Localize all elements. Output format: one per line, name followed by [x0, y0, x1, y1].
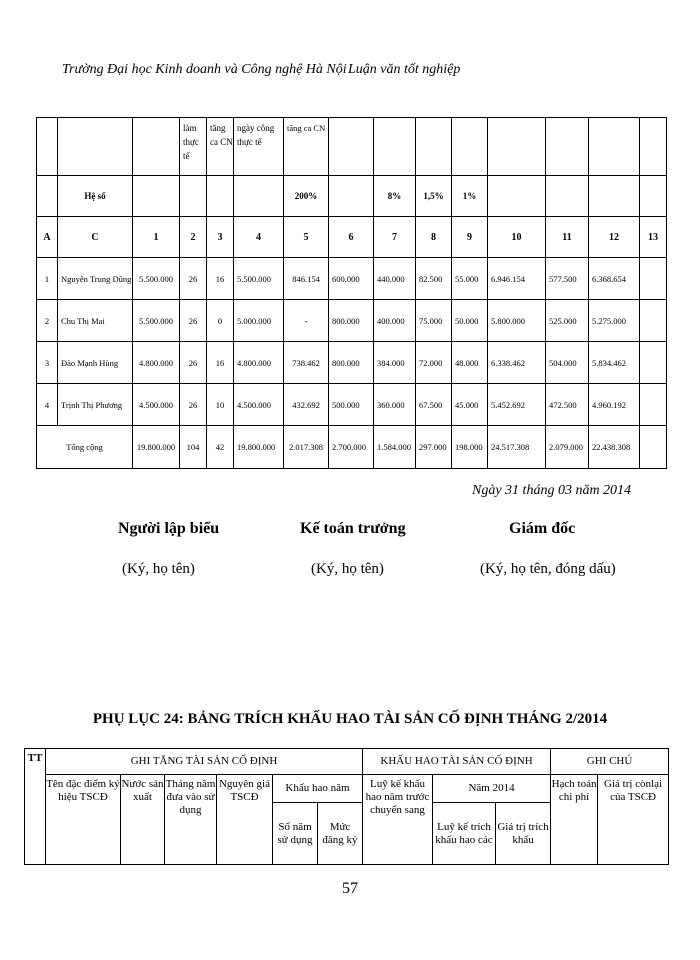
coefficient-cell: [589, 176, 640, 217]
coefficient-cell: [488, 176, 546, 217]
column-number-cell: 2: [180, 217, 207, 258]
table-cell: 45.000: [452, 384, 488, 426]
table-cell: 5.834.462: [589, 342, 640, 384]
table-cell: 472.500: [546, 384, 589, 426]
column-number-cell: 4: [234, 217, 284, 258]
column-label: [546, 118, 589, 176]
table-cell: 3: [37, 342, 58, 384]
document-header-school: Trường Đại học Kinh doanh và Công nghệ Hà Nội: [62, 62, 347, 77]
total-cell: [640, 426, 667, 469]
appendix-title: PHỤ LỤC 24: BẢNG TRÍCH KHẤU HAO TÀI SẢN CỐ ĐỊNH THÁNG 2/2014: [92, 711, 608, 727]
table-cell: 16: [207, 258, 234, 300]
table-cell: 4.960.192: [589, 384, 640, 426]
table-cell: 50.000: [452, 300, 488, 342]
col-accumulated-previous: Luỹ kế khấu hao năm trước chuyển sang: [363, 775, 433, 865]
column-label: [58, 118, 133, 176]
coefficient-cell: 8%: [374, 176, 416, 217]
table-cell: 67.500: [416, 384, 452, 426]
table-cell: 500.000: [329, 384, 374, 426]
column-label: [329, 118, 374, 176]
depreciation-table: [24, 748, 669, 865]
table-cell: 600.000: [329, 258, 374, 300]
table-row: [37, 300, 667, 342]
signature-chief-accountant-note: (Ký, họ tên): [311, 561, 384, 577]
table-cell: 4: [37, 384, 58, 426]
page-number: 57: [342, 880, 358, 897]
column-label: [416, 118, 452, 176]
column-label: ngày công thực tế: [234, 118, 284, 176]
table-cell: 5.500.000: [133, 300, 180, 342]
coefficient-cell: [37, 176, 58, 217]
table-cell: 440.000: [374, 258, 416, 300]
column-number-cell: C: [58, 217, 133, 258]
col-asset-name: Tên đặc điểm ký hiệu TSCĐ: [46, 775, 121, 865]
employee-name: Trịnh Thị Phương: [58, 384, 133, 426]
table-cell: 432.692: [284, 384, 329, 426]
col-original-cost: Nguyên giá TSCĐ: [217, 775, 273, 865]
table-cell: 400.000: [374, 300, 416, 342]
column-number-cell: 13: [640, 217, 667, 258]
table-cell: 48.000: [452, 342, 488, 384]
table-cell: 0: [207, 300, 234, 342]
total-cell: 2.700.000: [329, 426, 374, 469]
table-cell: 525.000: [546, 300, 589, 342]
table-cell: 6.368.654: [589, 258, 640, 300]
column-label: làm thực tế: [180, 118, 207, 176]
employee-name: Nguyễn Trung Dũng: [58, 258, 133, 300]
table-cell: 5.500.000: [234, 258, 284, 300]
col-annual-depreciation: Khấu hao năm: [273, 775, 363, 803]
col-country: Nước sản xuất: [121, 775, 165, 865]
employee-name: Đào Mạnh Hùng: [58, 342, 133, 384]
table-cell: 26: [180, 258, 207, 300]
table-cell: 4.500.000: [133, 384, 180, 426]
group-increase-header: GHI TĂNG TÀI SẢN CỐ ĐỊNH: [46, 749, 363, 775]
column-label: [488, 118, 546, 176]
table-cell: 577.500: [546, 258, 589, 300]
table-cell: 5.800.000: [488, 300, 546, 342]
coefficient-cell: 1,5%: [416, 176, 452, 217]
payroll-body: [37, 258, 667, 426]
column-number-cell: 8: [416, 217, 452, 258]
table-row: [37, 342, 667, 384]
table-cell: 4.800.000: [133, 342, 180, 384]
column-number-cell: 6: [329, 217, 374, 258]
table-cell: 5.500.000: [133, 258, 180, 300]
column-label: tăng ca CN: [284, 118, 329, 176]
col-registered-rate: Mức đăng ký: [318, 803, 363, 865]
payroll-column-number-row: [37, 217, 667, 258]
table-cell: 16: [207, 342, 234, 384]
date-line: Ngày 31 tháng 03 năm 2014: [472, 483, 632, 498]
group-depreciation-header: KHẤU HAO TÀI SẢN CỐ ĐỊNH: [363, 749, 551, 775]
column-number-cell: 1: [133, 217, 180, 258]
payroll-label-row: [37, 118, 667, 176]
coefficient-cell: [234, 176, 284, 217]
column-number-cell: 10: [488, 217, 546, 258]
column-label: tăng ca CN: [207, 118, 234, 176]
table-cell: 4.800.000: [234, 342, 284, 384]
column-number-cell: A: [37, 217, 58, 258]
table-cell: 26: [180, 300, 207, 342]
table-cell: 6.946.154: [488, 258, 546, 300]
coefficient-cell: [640, 176, 667, 217]
total-cell: 24.517.308: [488, 426, 546, 469]
col-years-of-use: Số năm sử dụng: [273, 803, 318, 865]
signature-chief-accountant-title: Kế toán trưởng: [300, 520, 406, 537]
tt-header: TT: [25, 749, 46, 865]
coefficient-cell: Hệ số: [58, 176, 133, 217]
total-cell: 19.800.000: [133, 426, 180, 469]
col-year-2014: Năm 2014: [433, 775, 551, 803]
total-cell: 2.079.000: [546, 426, 589, 469]
coefficient-cell: [329, 176, 374, 217]
table-cell: 10: [207, 384, 234, 426]
payroll-table: [36, 117, 667, 469]
column-number-cell: 3: [207, 217, 234, 258]
table-cell: 55.000: [452, 258, 488, 300]
table-cell: 26: [180, 342, 207, 384]
column-number-cell: 12: [589, 217, 640, 258]
coefficient-cell: 1%: [452, 176, 488, 217]
column-number-cell: 11: [546, 217, 589, 258]
column-number-cell: 5: [284, 217, 329, 258]
coefficient-cell: 200%: [284, 176, 329, 217]
table-cell: 75.000: [416, 300, 452, 342]
table-cell: 5.452.692: [488, 384, 546, 426]
col-month-in-use: Tháng năm đưa vào sử dụng: [165, 775, 217, 865]
col-depreciation-value: Giá trị trích khấu: [496, 803, 551, 865]
signature-preparer-note: (Ký, họ tên): [122, 561, 195, 577]
column-number-cell: 9: [452, 217, 488, 258]
payroll-total-row: [37, 426, 667, 469]
column-label: [37, 118, 58, 176]
table-cell: 5.275.000: [589, 300, 640, 342]
table-row: [37, 258, 667, 300]
column-label: [589, 118, 640, 176]
total-label: Tổng cộng: [37, 426, 133, 469]
employee-name: Chu Thị Mai: [58, 300, 133, 342]
table-cell: [640, 384, 667, 426]
table-cell: 738.462: [284, 342, 329, 384]
signature-director-title: Giám đốc: [509, 520, 576, 537]
column-number-cell: 7: [374, 217, 416, 258]
table-cell: 6.338.462: [488, 342, 546, 384]
col-cost-accounting: Hạch toán chi phí: [551, 775, 598, 865]
table-row: [37, 384, 667, 426]
col-accumulated-depreciation: Luỹ kế trích khấu hao các: [433, 803, 496, 865]
total-cell: 1.584.000: [374, 426, 416, 469]
document-header-thesis: Luận văn tốt nghiệp: [348, 62, 461, 77]
table-cell: 504.000: [546, 342, 589, 384]
table-cell: 5.000.000: [234, 300, 284, 342]
payroll-coefficient-row: [37, 176, 667, 217]
table-cell: 800.000: [329, 300, 374, 342]
table-cell: 82.500: [416, 258, 452, 300]
total-cell: 19.800.000: [234, 426, 284, 469]
table-cell: [640, 258, 667, 300]
col-remaining-value: Giá trị cònlại của TSCĐ: [598, 775, 669, 865]
table-cell: 800.000: [329, 342, 374, 384]
table-cell: 72.000: [416, 342, 452, 384]
table-cell: 4.500.000: [234, 384, 284, 426]
total-cell: 198.000: [452, 426, 488, 469]
total-cell: 297.000: [416, 426, 452, 469]
table-cell: -: [284, 300, 329, 342]
column-label: [374, 118, 416, 176]
signature-director-note: (Ký, họ tên, đóng dấu): [480, 561, 616, 577]
total-cell: 104: [180, 426, 207, 469]
table-cell: 26: [180, 384, 207, 426]
coefficient-cell: [546, 176, 589, 217]
table-cell: [640, 300, 667, 342]
table-cell: 2: [37, 300, 58, 342]
column-label: [640, 118, 667, 176]
total-cell: 42: [207, 426, 234, 469]
coefficient-cell: [180, 176, 207, 217]
table-cell: [640, 342, 667, 384]
signature-preparer-title: Người lập biểu: [118, 520, 220, 537]
table-cell: 1: [37, 258, 58, 300]
column-label: [452, 118, 488, 176]
total-cell: 22.438.308: [589, 426, 640, 469]
column-label: [133, 118, 180, 176]
table-cell: 384.000: [374, 342, 416, 384]
coefficient-cell: [207, 176, 234, 217]
table-cell: 846.154: [284, 258, 329, 300]
group-note-header: GHI CHÚ: [551, 749, 669, 775]
coefficient-cell: [133, 176, 180, 217]
table-cell: 360.000: [374, 384, 416, 426]
total-cell: 2.017.308: [284, 426, 329, 469]
